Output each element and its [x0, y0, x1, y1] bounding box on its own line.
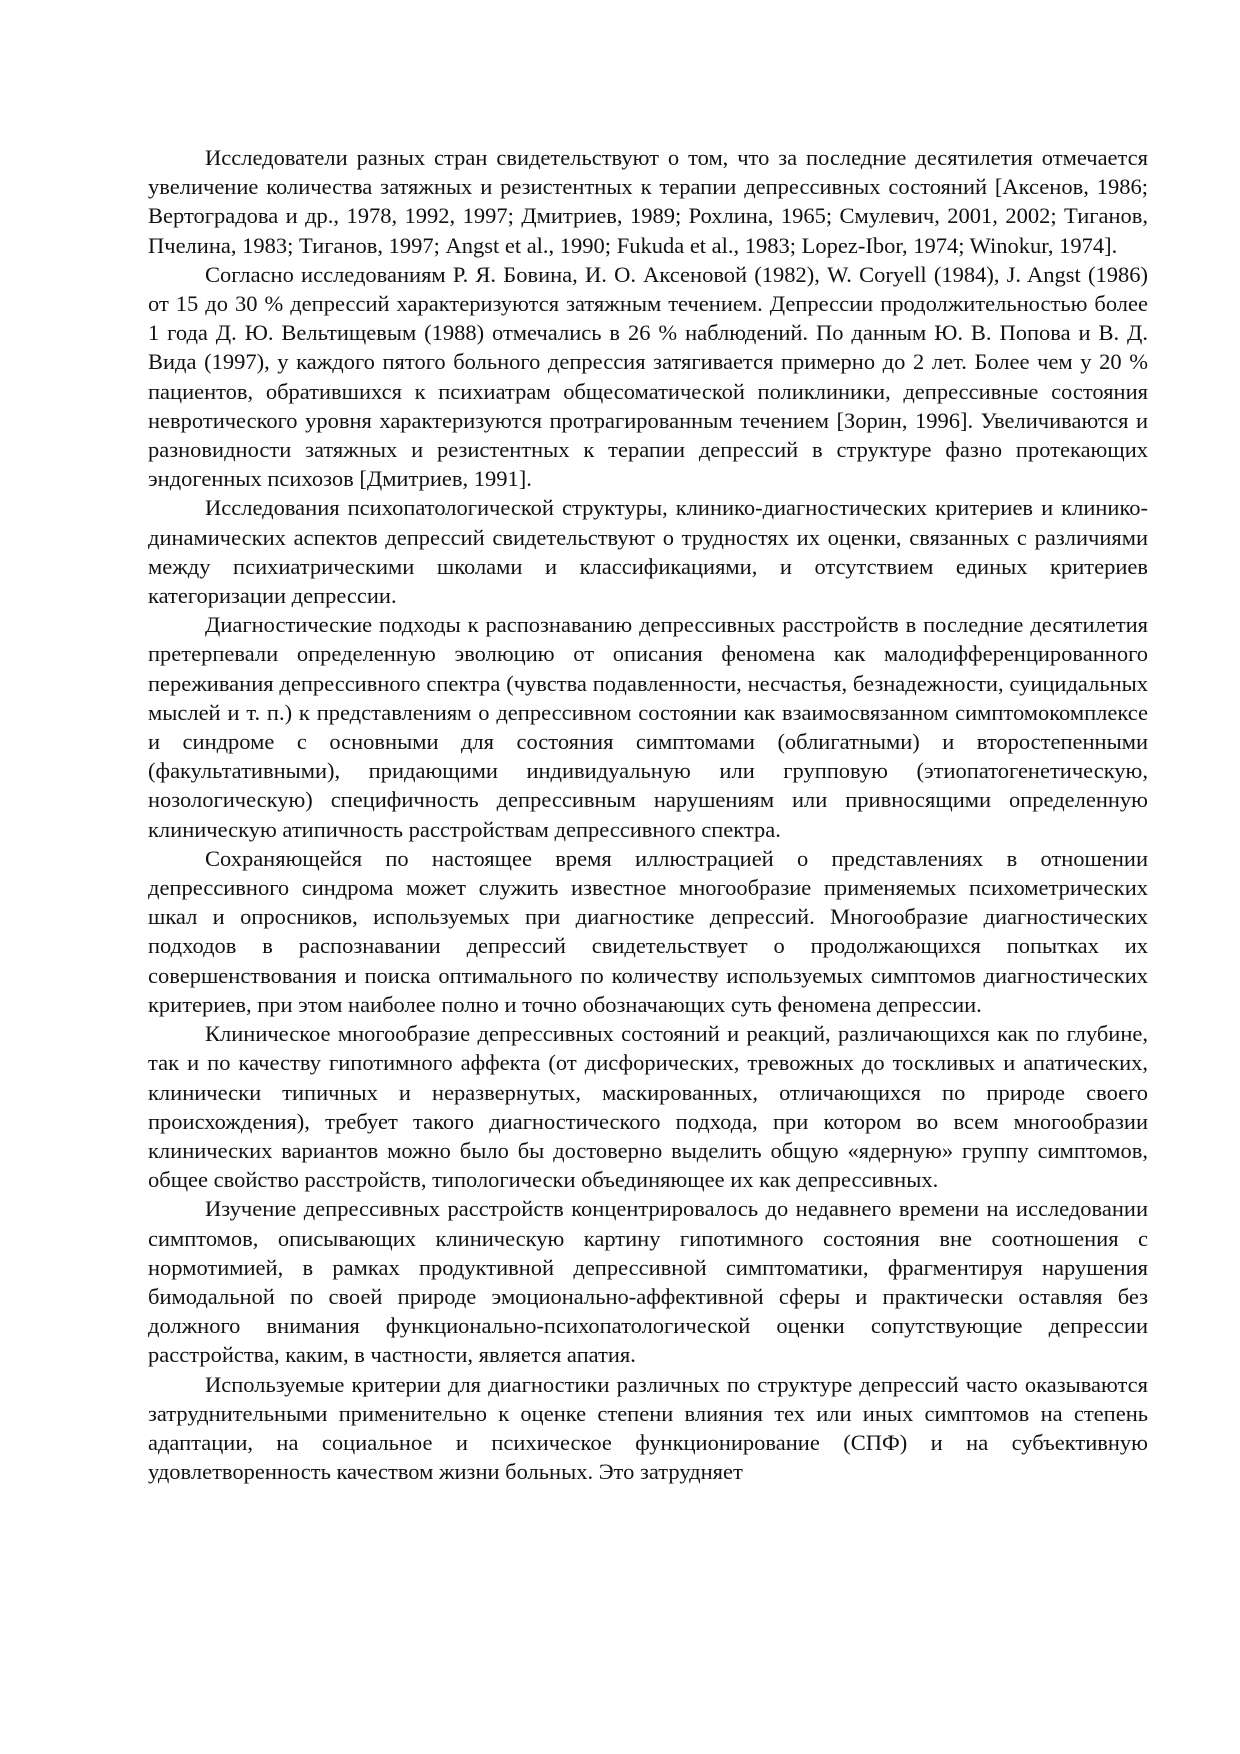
- paragraph-8: Используемые критерии для диагностики различных по структуре депрессий часто оказываются затруднительными применительно к оценке степени влияния тех или иных симптомов на степень адаптации, на социальное и психическое функционирование (СПФ) и на субъективную удовлетворенность качеством жизни больных. Это затрудняет: [148, 1371, 1148, 1485]
- paragraph-3: Исследования психопатологической структуры, клинико-диагностических критериев и клинико-динамических аспектов депрессий свидетельствуют о трудностях их оценки, связанных с различиями между психиатрическими школами и классификациями, и отсутствием единых критериев категоризации депрессии.: [148, 495, 1148, 609]
- paragraph-6: Клиническое многообразие депрессивных состояний и реакций, различающихся как по глубине, так и по качеству гипотимного аффекта (от дисфорических, тревожных до тоскливых и апатических, клинически типичных и неразвернутых, маскированных, отличающихся по природе своего происхождения), требует такого диагностического подхода, при котором во всем многообразии клинических вариантов можно было бы достоверно выделить общую «ядерную» группу симптомов, общее свойство расстройств, типологически объединяющее их как депрессивных.: [148, 1021, 1148, 1193]
- paragraph-7: Изучение депрессивных расстройств концентрировалось до недавнего времени на исследовании симптомов, описывающих клиническую картину гипотимного состояния вне соотношения с нормотимией, в рамках продуктивной депрессивной симптоматики, фрагментируя нарушения бимодальной по своей природе эмоционально-аффективной сферы и практически оставляя без должного внимания функционально-психопатологической оценки сопутствующие депрессии расстройства, каким, в частности, является апатия.: [148, 1196, 1148, 1368]
- document-page: [148, 143, 1148, 1486]
- paragraph-4: Диагностические подходы к распознаванию депрессивных расстройств в последние десятилетия претерпевали определенную эволюцию от описания феномена как малодифференцированного переживания депрессивного спектра (чувства подавленности, несчастья, безнадежности, суицидальных мыслей и т. п.) к представлениям о депрессивном состоянии как взаимосвязанном симптомокомплексе и синдроме с основными для состояния симптомами (облигатными) и второстепенными (факультативными), придающими индивидуальную или групповую (этиопатогенетическую, нозологическую) специфичность депрессивным нарушениям или привносящими определенную клиническую атипичность расстройствам депрессивного спектра.: [148, 612, 1148, 842]
- paragraph-1: Исследователи разных стран свидетельствуют о том, что за последние десятилетия отмечается увеличение количества затяжных и резистентных к терапии депрессивных состояний [Аксенов, 1986; Вертоградова и др., 1978, 1992, 1997; Дмитриев, 1989; Рохлина, 1965; Смулевич, 2001, 2002; Тиганов, Пчелина, 1983; Тиганов, 1997; Angst et al., 1990; Fukuda et al., 1983; Lopez-Ibor, 1974; Winokur, 1974].: [148, 145, 1148, 258]
- paragraph-2: Согласно исследованиям Р. Я. Бовина, И. О. Аксеновой (1982), W. Coryell (1984), J. Angst (1986) от 15 до 30 % депрессий характеризуются затяжным течением. Депрессии продолжительностью более 1 года Д. Ю. Вельтищевым (1988) отмечались в 26 % наблюдений. По данным Ю. В. Попова и В. Д. Вида (1997), у каждого пятого больного депрессия затягивается примерно до 2 лет. Более чем у 20 % пациентов, обратившихся к психиатрам общесоматической поликлиники, депрессивные состояния невротического уровня характеризуются протрагированным течением [Зорин, 1996]. Увеличиваются и разновидности затяжных и резистентных к терапии депрессий в структуре фазно протекающих эндогенных психозов [Дмитриев, 1991].: [148, 261, 1148, 492]
- paragraph-5: Сохраняющейся по настоящее время иллюстрацией о представлениях в отношении депрессивного синдрома может служить известное многообразие применяемых психометрических шкал и опросников, используемых при диагностике депрессий. Многообразие диагностических подходов в распознавании депрессий свидетельствует о продолжающихся попытках их совершенствования и поиска оптимального по количеству используемых симптомов диагностических критериев, при этом наиболее полно и точно обозначающих суть феномена депрессии.: [148, 845, 1148, 1017]
